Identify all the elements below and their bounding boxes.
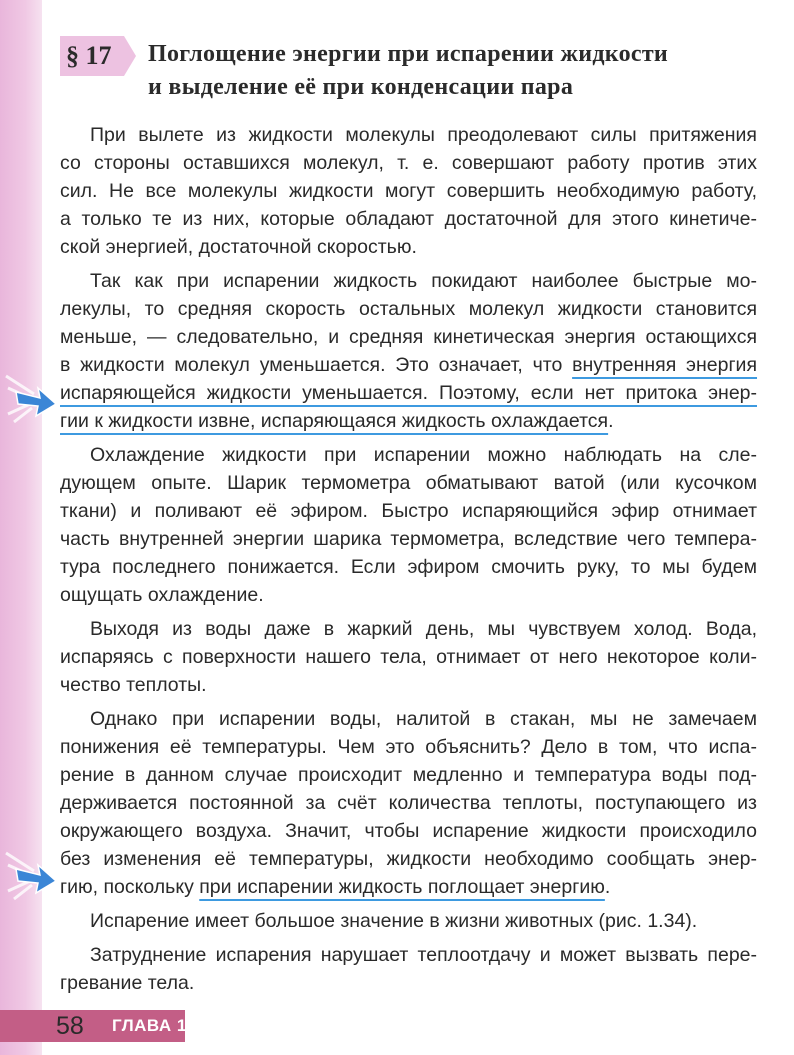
text-segment: ской энергией, достаточной скоростью.: [60, 236, 417, 258]
paragraph-line: [60, 408, 757, 434]
paragraph-line: [60, 874, 757, 900]
text-segment: со стороны оставшихся молекул, т. е. совершают работу против этих: [60, 152, 757, 174]
paragraph-line: [60, 554, 757, 580]
text-segment: Выходя из воды даже в жаркий день, мы чувствуем холод. Вода,: [90, 618, 757, 640]
paragraph-line: [60, 762, 757, 788]
paragraph-line: [60, 470, 757, 496]
text-segment: Охлаждение жидкости при испарении можно наблюдать на сле-: [90, 444, 757, 466]
section-title-line: Поглощение энергии при испарении жидкости: [148, 41, 669, 67]
text-segment: ощущать охлаждение.: [60, 584, 264, 606]
paragraph-line: [60, 206, 757, 232]
highlighted-text: при испарении жидкость поглощает энергию: [199, 876, 605, 898]
highlighted-text: внутренняя энергия: [572, 354, 758, 376]
highlighted-text: гии к жидкости извне, испаряющаяся жидкость охлаждается: [60, 410, 609, 432]
paragraph-line: [60, 706, 757, 732]
paragraph-line: [60, 442, 757, 468]
text-segment: рение в данном случае происходит медленно и температура воды под-: [60, 764, 757, 786]
paragraph-line: [60, 846, 757, 872]
paragraph-line: [60, 644, 757, 670]
paragraph-line: [60, 178, 757, 204]
paragraph-line: [60, 268, 757, 294]
text-segment: меньше, — следовательно, и средняя кинетическая энергия остающихся: [60, 326, 757, 348]
section-title: [148, 38, 778, 104]
text-segment: .: [608, 410, 614, 432]
text-segment: Испарение имеет большое значение в жизни животных (рис. 1.34).: [90, 910, 698, 932]
section-number-badge: § 17: [60, 36, 124, 76]
key-point-arrow-icon: [4, 845, 60, 901]
text-segment: дующем опыте. Шарик термометра обматывают ватой (или кусочком: [60, 472, 757, 494]
text-segment: гревание тела.: [60, 972, 195, 994]
text-segment: сил. Не все молекулы жидкости могут совершить необходимую работу,: [60, 180, 757, 202]
text-segment: Так как при испарении жидкость покидают наиболее быстрые мо-: [90, 270, 757, 292]
text-segment: без изменения её температуры, жидкости необходимо сообщать энер-: [60, 848, 757, 870]
paragraph-line: [60, 616, 757, 642]
paragraph-line: [60, 352, 757, 378]
paragraph-line: [60, 296, 757, 322]
highlighted-text: испаряющейся жидкости уменьшается. Поэтому, если нет притока энер-: [60, 382, 757, 404]
text-segment: держивается постоянной за счёт количества теплоты, поступающего из: [60, 792, 757, 814]
paragraph-line: [60, 150, 757, 176]
text-segment: Однако при испарении воды, налитой в стакан, мы не замечаем: [90, 708, 757, 730]
text-segment: часть внутренней энергии шарика термометра, вследствие чего темпера-: [60, 528, 757, 550]
paragraph-line: [60, 942, 757, 968]
paragraph-line: [60, 734, 757, 760]
text-segment: При вылете из жидкости молекулы преодолевают силы притяжения: [90, 124, 757, 146]
text-segment: гию, поскольку: [60, 876, 200, 898]
paragraph-line: [60, 380, 757, 406]
paragraph-line: [60, 122, 757, 148]
paragraph-line: [60, 234, 757, 260]
text-segment: а только те из них, которые обладают достаточной для этого кинетиче-: [60, 208, 757, 230]
text-segment: Затруднение испарения нарушает теплоотдачу и может вызвать пере-: [90, 944, 757, 966]
text-segment: окружающего воздуха. Значит, чтобы испарение жидкости происходило: [60, 820, 757, 842]
text-segment: в жидкости молекул уменьшается. Это означает, что: [60, 354, 573, 376]
text-segment: .: [604, 876, 611, 898]
paragraph-line: [60, 324, 757, 350]
paragraph-line: [60, 582, 757, 608]
paragraph-line: [60, 672, 757, 698]
section-title-line: и выделение её при конденсации пара: [148, 74, 574, 100]
text-segment: испаряясь с поверхности нашего тела, отнимает от него некоторое коли-: [60, 646, 757, 668]
page-number: 58: [56, 1012, 84, 1040]
key-point-arrow-icon: [4, 368, 60, 424]
text-segment: тура последнего понижается. Если эфиром смочить руку, то мы будем: [60, 556, 757, 578]
paragraph-line: [60, 790, 757, 816]
text-segment: понижения её температуры. Чем это объяснить? Дело в том, что испа-: [60, 736, 757, 758]
paragraph-line: [60, 526, 757, 552]
paragraph-line: [60, 498, 757, 524]
chapter-label: ГЛАВА 1: [112, 1016, 187, 1035]
text-segment: лекулы, то средняя скорость остальных молекул жидкости становится: [60, 298, 757, 320]
paragraph-line: [60, 970, 757, 996]
text-segment: чество теплоты.: [60, 674, 207, 696]
paragraph-line: [60, 818, 757, 844]
text-segment: ткани) и поливают её эфиром. Быстро испаряющийся эфир отнимает: [60, 500, 757, 522]
paragraph-line: [60, 908, 757, 934]
